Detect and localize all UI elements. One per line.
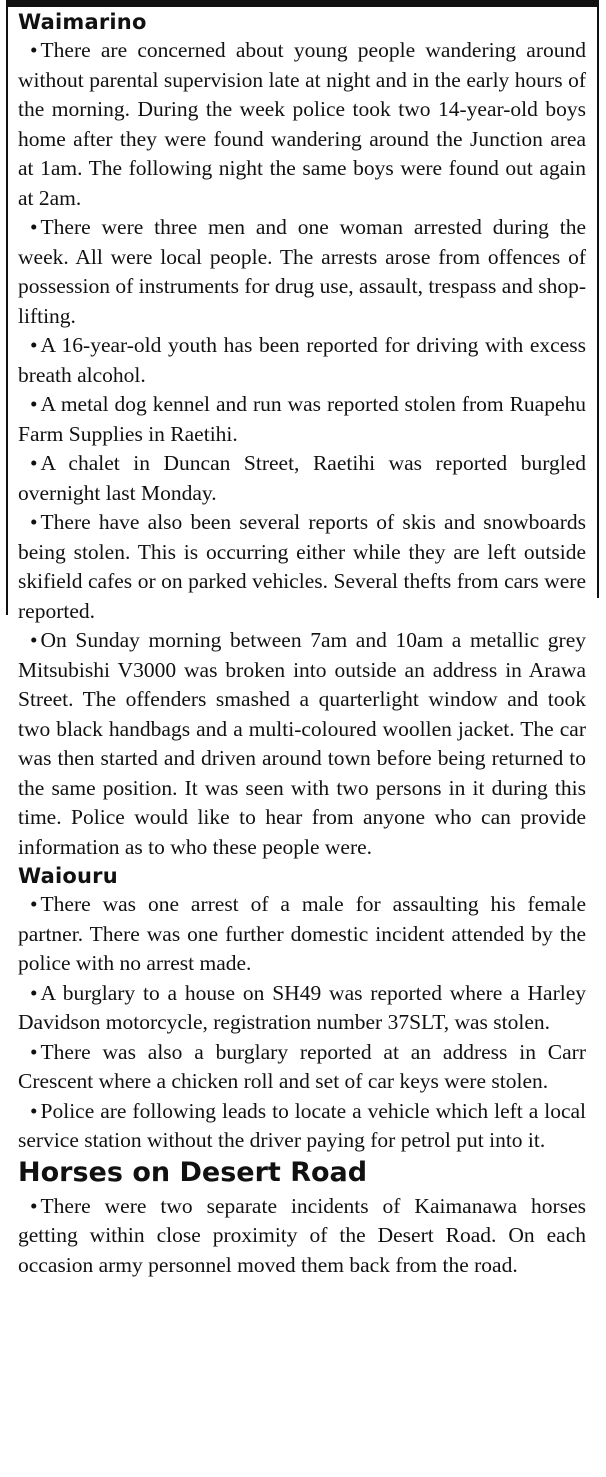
waimarino-paragraph-2: • There were three men and one woman arrested during the week. All were local people. The arrests arose from offences of possession of instruments for drug use, assault, trespass and shop-lifting.: [18, 215, 586, 328]
waimarino-paragraph-3: • A 16-year-old youth has been reported for driving with excess breath alcohol.: [18, 333, 586, 387]
bullet-glyph: •: [30, 628, 38, 652]
right-border-rule: [597, 0, 599, 598]
bullet-glyph: •: [30, 892, 38, 916]
horses-paragraph-1: • There were two separate incidents of Kaimanawa horses getting within close proximity of the Desert Road. On each occasion army personnel moved them back from the road.: [18, 1193, 586, 1277]
bullet-glyph: •: [30, 1193, 38, 1218]
waimarino-paragraph-6: • There have also been several reports of skis and snowboards being stolen. This is occurring either while they are left outside skifield cafes or on parked vehicles. Several thefts from cars were reported.: [18, 510, 586, 623]
bullet-glyph: •: [30, 1098, 38, 1123]
top-border-rule: [6, 0, 599, 7]
article-column: [18, 8, 586, 1280]
waiouru-paragraph-2: • A burglary to a house on SH49 was reported where a Harley Davidson motorcycle, registration number 37SLT, was stolen.: [18, 980, 586, 1034]
waiouru-paragraph-1: • There was one arrest of a male for assaulting his female partner. There was one further domestic incident attended by the police with no arrest made.: [18, 892, 586, 975]
bullet-glyph: •: [30, 333, 38, 357]
waimarino-paragraph-1: • There are concerned about young people wandering around without parental supervision late at night and in the early hours of the morning. During the week police took two 14-year-old boys home after they were found wandering around the Junction area at 1am. The following night the same boys were found out again at 2am.: [18, 38, 586, 210]
left-border-rule: [6, 0, 8, 615]
section-heading-waimarino: Waimarino: [18, 10, 147, 34]
bullet-glyph: •: [30, 451, 38, 475]
section-heading-horses-on-desert-road: Horses on Desert Road: [18, 1156, 368, 1188]
section-heading-waiouru: Waiouru: [18, 864, 118, 888]
waiouru-paragraph-4: • Police are following leads to locate a vehicle which left a local service station without the driver paying for petrol put into it.: [18, 1098, 586, 1152]
waimarino-paragraph-5: • A chalet in Duncan Street, Raetihi was reported burgled overnight last Monday.: [18, 451, 586, 505]
waimarino-paragraph-7: • On Sunday morning between 7am and 10am a metallic grey Mitsubishi V3000 was broken into outside an address in Arawa Street. The offenders smashed a quarterlight window and took two black handbags and a multi-coloured woollen jacket. The car was then started and driven around town before being returned to the same position. It was seen with two persons in it during this time. Police would like to hear from anyone who can provide information as to who these people were.: [18, 628, 586, 859]
bullet-glyph: •: [30, 215, 38, 239]
bullet-glyph: •: [30, 510, 38, 534]
bullet-glyph: •: [30, 1039, 38, 1064]
bullet-glyph: •: [30, 980, 38, 1005]
bullet-glyph: •: [30, 38, 38, 62]
waimarino-paragraph-4: • A metal dog kennel and run was reported stolen from Ruapehu Farm Supplies in Raetihi.: [18, 392, 586, 446]
waiouru-paragraph-3: • There was also a burglary reported at an address in Carr Crescent where a chicken roll and set of car keys were stolen.: [18, 1039, 586, 1093]
bullet-glyph: •: [30, 392, 38, 416]
